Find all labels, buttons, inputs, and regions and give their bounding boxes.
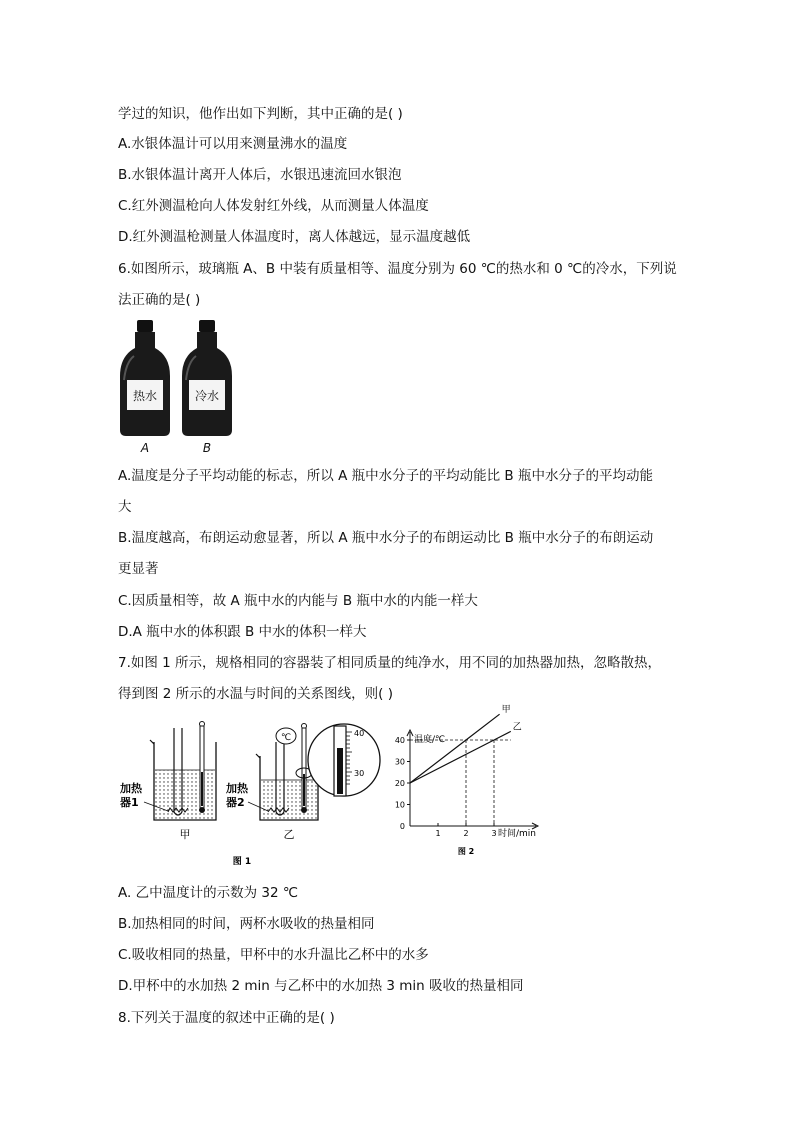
temperature-time-chart (395, 704, 538, 856)
q6-option-c: C.因质量相等，故 A 瓶中水的内能与 B 瓶中水的内能一样大 (118, 593, 478, 609)
thermometer-jia (199, 722, 205, 814)
intro-line: 学过的知识，他作出如下判断，其中正确的是( ) (118, 106, 403, 122)
q6-option-a-line1: A.温度是分子平均动能的标志，所以 A 瓶中水分子的平均动能比 B 瓶中水分子的平均动能 (118, 468, 653, 484)
series-label-1: 甲 (501, 705, 511, 716)
q5-option-a: A.水银体温计可以用来测量沸水的温度 (118, 136, 348, 152)
celsius-symbol: ℃ (280, 733, 292, 743)
q5-option-c: C.红外测温枪向人体发射红外线，从而测量人体温度 (118, 198, 429, 214)
x-tick-label: 1 (435, 829, 441, 838)
q6-option-b-line1: B.温度越高，布朗运动愈显著，所以 A 瓶中水分子的布朗运动比 B 瓶中水分子的布朗运动 (118, 530, 654, 546)
q7-figures (118, 705, 558, 872)
q7-stem-line2: 得到图 2 所示的水温与时间的关系图线，则( ) (118, 686, 393, 702)
q6-stem-line2: 法正确的是( ) (118, 292, 201, 308)
chart-xlabel: 时间/min (498, 829, 537, 839)
y-tick-label: 20 (394, 779, 405, 788)
y-tick-label: 40 (394, 736, 405, 745)
q7-option-a: A. 乙中温度计的示数为 32 ℃ (118, 885, 299, 901)
heater1-label-line2: 器1 (120, 796, 139, 809)
bottle-b-letter: B (202, 441, 212, 455)
y-tick-label: 10 (394, 800, 405, 810)
q8-stem: 8.下列关于温度的叙述中正确的是( ) (118, 1010, 335, 1026)
q7-option-c: C.吸收相同的热量，甲杯中的水升温比乙杯中的水多 (118, 947, 429, 963)
bottle-b (182, 320, 232, 455)
beaker-jia (119, 722, 216, 842)
q5-option-d: D.红外测温枪测量人体温度时，离人体越远，显示温度越低 (118, 229, 471, 245)
figure2-caption: 图 2 (457, 847, 475, 856)
q6-stem-line1: 6.如图所示，玻璃瓶 A、B 中装有质量相等、温度分别为 60 ℃的热水和 0 ℃的冷水，下列说 (118, 261, 677, 277)
bottle-a (120, 320, 170, 455)
series-line-1 (410, 714, 500, 783)
y-tick-label: 30 (394, 757, 405, 767)
chart-ylabel: 温度/℃ (414, 735, 446, 745)
x-tick-label: 2 (463, 829, 469, 838)
beaker-jia-label: 甲 (179, 828, 191, 841)
heater1-label-line1: 加热 (120, 782, 142, 795)
y-tick-label: 0 (399, 822, 405, 831)
scale-label-30: 30 (354, 769, 365, 778)
scale-label-40: 40 (354, 729, 365, 738)
magnified-thermometer (308, 724, 380, 796)
figure1-caption: 图 1 (232, 857, 252, 867)
bottle-a-letter: A (140, 441, 150, 455)
q7-option-d: D.甲杯中的水加热 2 min 与乙杯中的水加热 3 min 吸收的热量相同 (118, 978, 524, 994)
bottles-figure (118, 318, 238, 458)
q6-option-d: D.A 瓶中水的体积跟 B 中水的体积一样大 (118, 624, 367, 640)
beaker-yi (225, 724, 318, 842)
q6-option-b-line2: 更显著 (118, 561, 159, 577)
q7-option-b: B.加热相同的时间，两杯水吸收的热量相同 (118, 916, 375, 932)
q7-stem-line1: 7.如图 1 所示，规格相同的容器装了相同质量的纯净水，用不同的加热器加热，忽略散热， (118, 655, 662, 671)
series-label-2: 乙 (512, 722, 522, 733)
heater2-label-line1: 加热 (226, 782, 248, 795)
beaker-yi-label: 乙 (283, 828, 295, 841)
q6-option-a-line2: 大 (118, 499, 132, 515)
x-tick-label: 3 (491, 829, 497, 838)
q5-option-b: B.水银体温计离开人体后，水银迅速流回水银泡 (118, 167, 402, 183)
bottle-b-label: 冷水 (194, 389, 220, 403)
heater2-label-line2: 器2 (226, 796, 245, 809)
bottle-a-label: 热水 (132, 389, 158, 403)
